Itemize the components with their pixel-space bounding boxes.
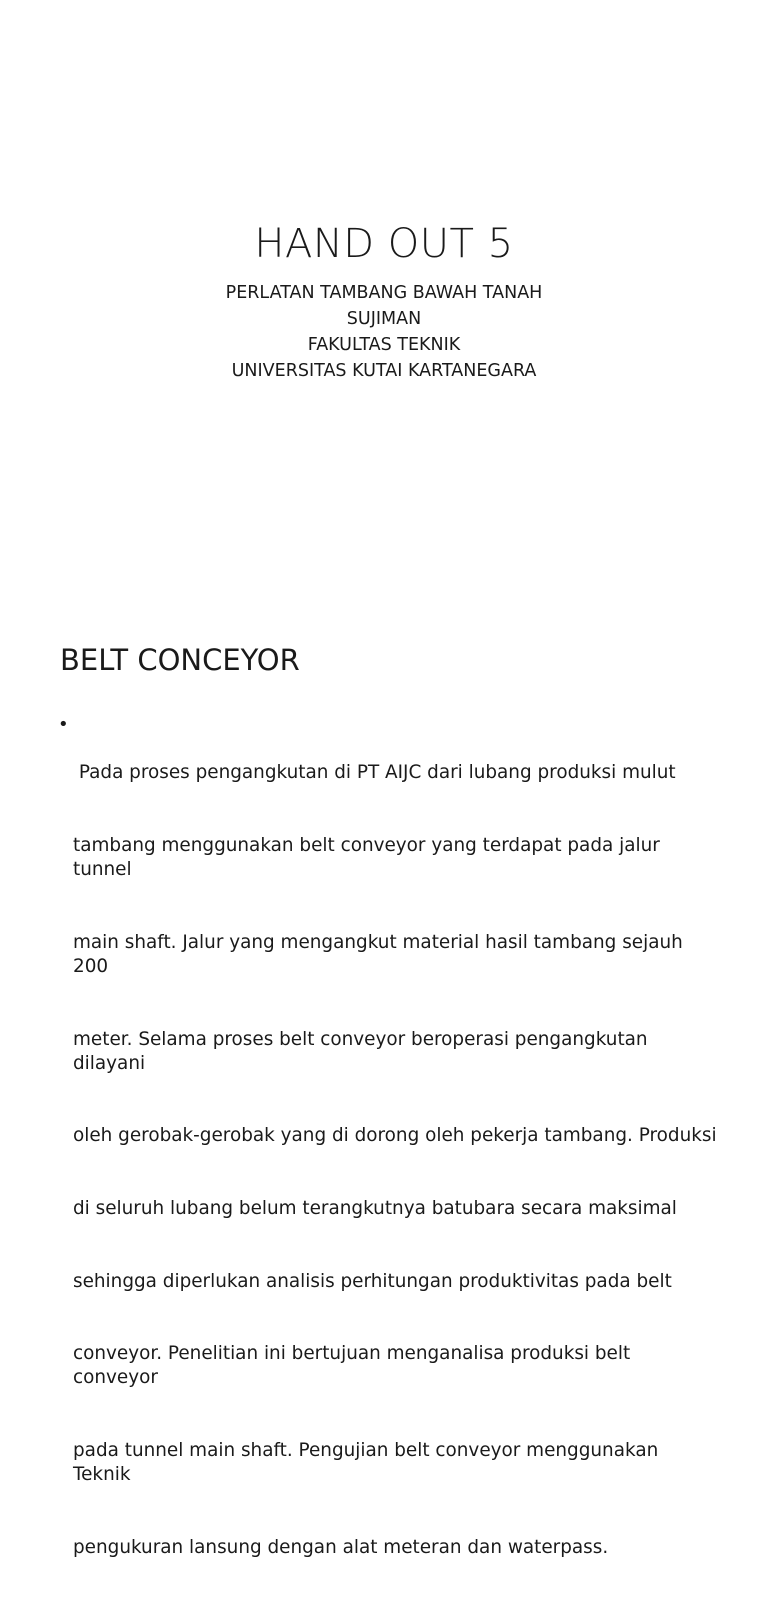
subtitle-line-course: PERLATAN TAMBANG BAWAH TANAH	[225, 283, 543, 303]
bullet-line: oleh gerobak-gerobak yang di dorong oleh pekerja tambang. Produksi	[73, 1125, 717, 1147]
bullet-line: pada tunnel main shaft. Pengujian belt conveyor menggunakan Teknik	[73, 1440, 665, 1486]
bullet-marker: •	[58, 714, 69, 735]
bullet-line: Pada proses pengangkutan di PT AIJC dari lubang produksi mulut	[73, 762, 676, 784]
bullet-list	[58, 713, 718, 1609]
bullet-line: tambang menggunakan belt conveyor yang terdapat pada jalur tunnel	[73, 835, 666, 881]
bullet-item	[58, 713, 718, 1609]
slide-title	[0, 0, 768, 576]
slide-title-heading: HAND OUT 5	[254, 221, 514, 267]
subtitle-line-faculty: FAKULTAS TEKNIK	[307, 335, 461, 355]
bullet-line: di seluruh lubang belum terangkutnya batubara secara maksimal	[73, 1198, 677, 1220]
bullet-line: main shaft. Jalur yang mengangkut material hasil tambang sejauh 200	[73, 931, 689, 978]
bullet-paragraph	[73, 713, 718, 1609]
content-heading: BELT CONCEYOR	[60, 643, 300, 677]
subtitle-line-author: SUJIMAN	[346, 309, 422, 329]
subtitle-line-university: UNIVERSITAS KUTAI KARTANEGARA	[231, 361, 537, 381]
slide-content	[0, 576, 768, 1558]
bullet-line: pengukuran lansung dengan alat meteran dan waterpass.	[73, 1536, 609, 1558]
bullet-line: meter. Selama proses belt conveyor beroperasi pengangkutan dilayani	[73, 1028, 654, 1074]
slide-subtitle	[0, 280, 768, 384]
bullet-line: conveyor. Penelitian ini bertujuan menganalisa produksi belt conveyor	[73, 1343, 637, 1389]
bullet-line: sehingga diperlukan analisis perhitungan produktivitas pada belt	[73, 1270, 672, 1292]
